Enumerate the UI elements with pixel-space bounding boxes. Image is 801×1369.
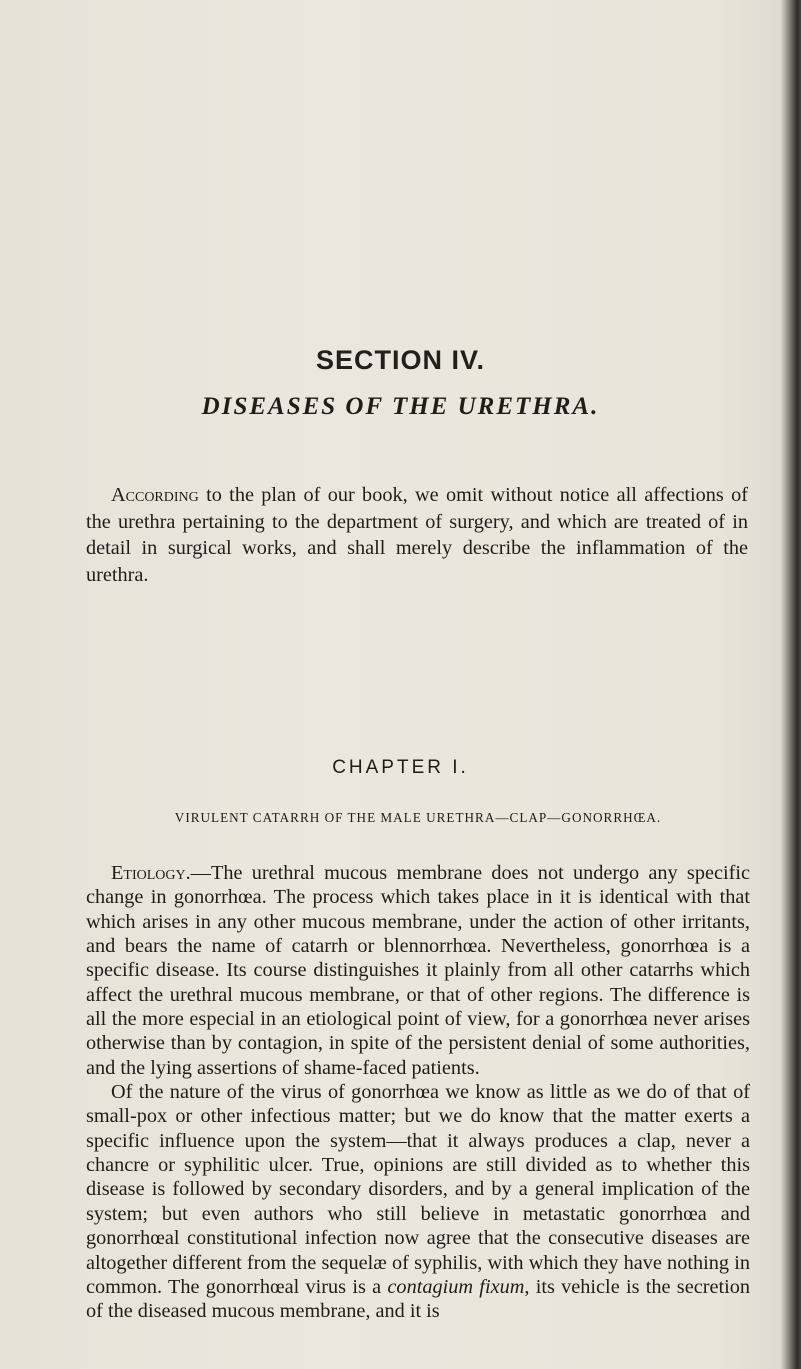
intro-paragraph — [86, 482, 748, 588]
chapter-body — [86, 861, 750, 1324]
virus-paragraph — [86, 1080, 750, 1323]
section-subtitle: DISEASES OF THE URETHRA. — [201, 393, 600, 420]
intro-lead-word: According — [111, 484, 199, 506]
intro-text: to the plan of our book, we omit without notice all affections of the urethra pertaining to the department of surgery, and which are treated of in detail in surgical works, and shall merely describe the inflammation of the urethra. — [86, 484, 749, 586]
section-heading: SECTION IV. — [315, 345, 486, 375]
etiology-text: —The urethral mucous membrane does not undergo any specific change in gonorrhœa. The process which takes place in it is identical with that which arises in any other mucous membrane, under the action of other irritants, and bears the name of catarrh or blennorrhœa. Nevertheless, gonorrhœa is a specific disease. Its course distinguishes it plainly from all other catarrhs which affect the urethral mucous membrane, or that of other regions. The difference is all the more especial in an etiological point of view, for a gonorrhœa never arises otherwise than by contagion, in spite of the persistent denial of some authorities, and the lying assertions of shame-faced patients. — [86, 862, 750, 1079]
virus-text-1: Of the nature of the virus of gonorrhœa we know as little as we do of that of small-pox or other infectious matter; but we do know that the matter exerts a specific influence upon the system—that it always produces a clap, never a chancre or syphilitic ulcer. True, opinions are still divided as to whether this disease is followed by secondary disorders, and by a general implication of the system; but even authors who still believe in metastatic gonorrhœa and gonorrhœal constitutional infection now agree that the consecutive diseases are altogether different from the sequelæ of syphilis, with which they have nothing in common. The gonorrhœal virus is a — [86, 1081, 750, 1298]
chapter-heading: CHAPTER I. — [332, 757, 469, 778]
virus-text-2: , its vehicle is the secretion of the diseased mucous membrane, and it is — [86, 1275, 751, 1323]
virus-italic-term: contagium fixum — [387, 1275, 525, 1298]
etiology-paragraph — [86, 861, 750, 1080]
etiology-heading: Etiology. — [111, 862, 191, 884]
chapter-subtitle: VIRULENT CATARRH OF THE MALE URETHRA—CLAP—GONORRHŒA. — [174, 810, 662, 825]
page-edge-shadow — [781, 0, 801, 1369]
